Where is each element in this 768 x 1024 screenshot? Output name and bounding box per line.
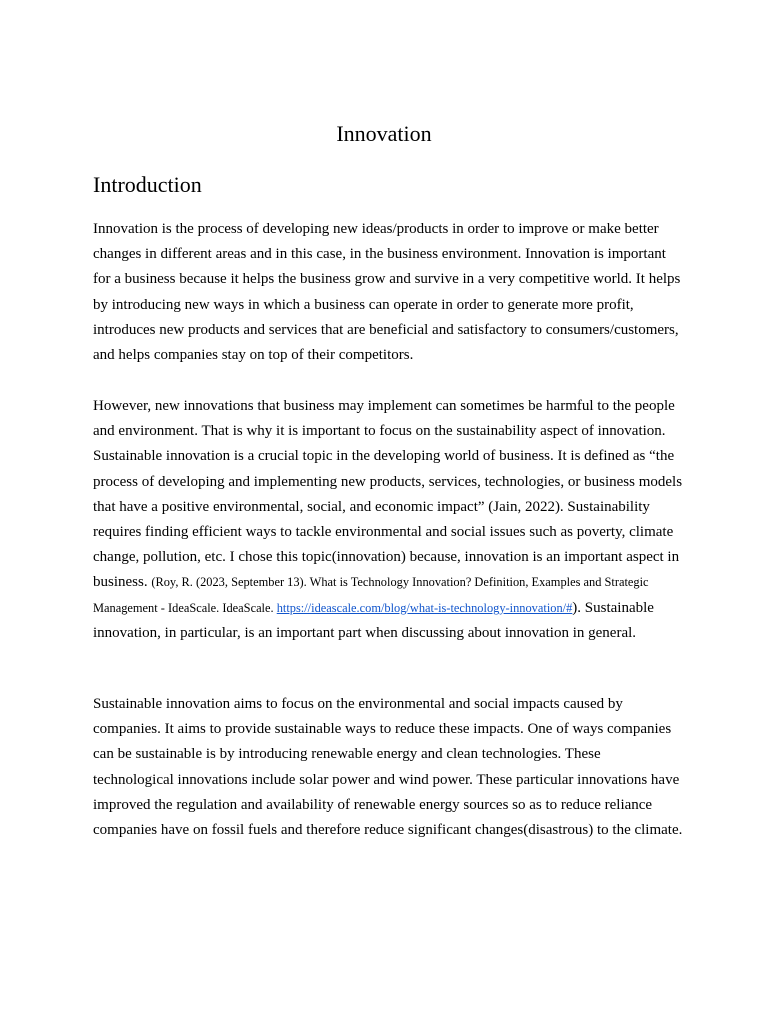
- paragraph-3: Sustainable innovation aims to focus on the environmental and social impacts caused by companies. It aims to provide sustainable ways to reduce these impacts. One of ways companies can be sustainable is by introducing renewable energy and clean technologies. These technological innovations include solar power and wind power. These particular innovations have improved the regulation and availability of renewable energy sources so as to reduce reliance companies have on fossil fuels and therefore reduce significant changes(disastrous) to the climate.: [93, 696, 683, 839]
- paragraph-2: [93, 394, 683, 646]
- section-heading-introduction: Introduction: [93, 172, 202, 197]
- paragraph-2-text: However, new innovations that business may implement can sometimes be harmful to the people and environment. That is why it is important to focus on the sustainability aspect of innovation. Sustainable innovation is a crucial topic in the developing world of business. It is defined as “the process of developing and implementing new products, services, technologies, or business models that have a positive environmental, social, and economic impact” (Jain, 2022). Sustainability requires finding efficient ways to tackle environmental and social issues such as poverty, climate change, pollution, etc. I chose this topic(innovation) because, innovation is an important aspect in business.: [93, 398, 683, 591]
- citation-link[interactable]: https://ideascale.com/blog/what-is-technology-innovation/#: [276, 600, 573, 615]
- document-title: Innovation: [336, 121, 432, 146]
- citation-text: (Roy, R. (2023, September 13). What is Technology Innovation? Definition, Examples and Strategic Management - IdeaScale. IdeaScale.: [93, 575, 649, 615]
- paragraph-2-continuation: ). Sustainable innovation, in particular, is an important part when discussing about innovation in general.: [93, 599, 654, 641]
- paragraph-1: Innovation is the process of developing new ideas/products in order to improve or make better changes in different areas and in this case, in the business environment. Innovation is important for a business because it helps the business grow and survive in a very competitive world. It helps by introducing new ways in which a business can operate in order to generate more profit, introduces new products and services that are beneficial and satisfactory to consumers/customers, and helps companies stay on top of their competitors.: [93, 221, 681, 364]
